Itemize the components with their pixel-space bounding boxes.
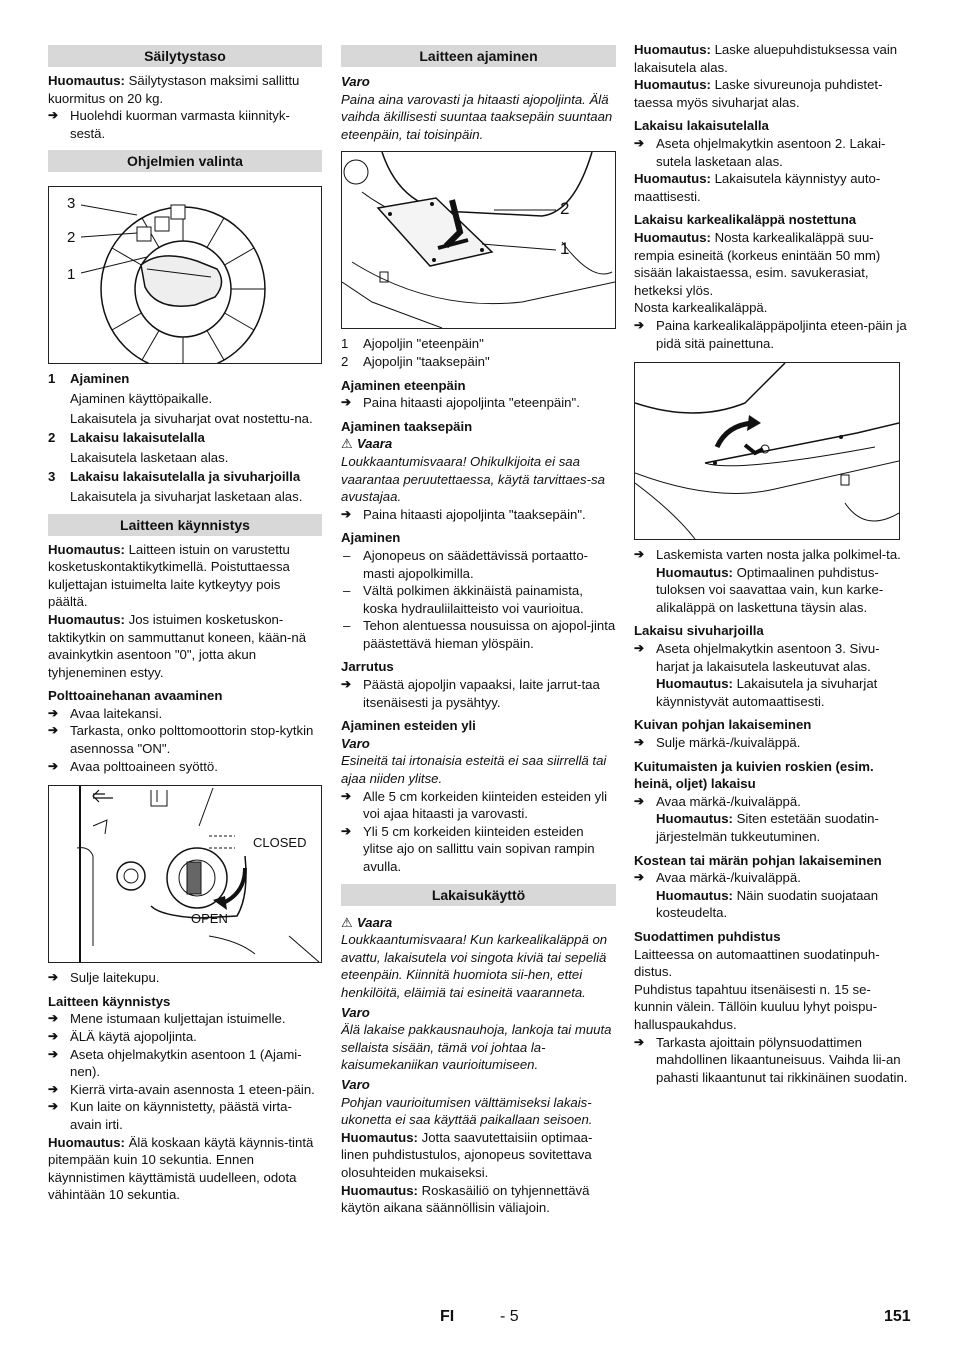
section-heading-sweeping: Lakaisukäyttö (341, 884, 616, 906)
warning-triangle-icon: ⚠ (341, 914, 353, 930)
caution-label: Varo (341, 735, 370, 751)
section-heading-program-selection: Ohjelmien valinta (48, 150, 322, 172)
note: Huomautus: Lakaisutela käynnistyy auto-maattisesti. (634, 171, 881, 204)
column-2 (341, 44, 616, 1217)
note: Huomautus: Laske aluepuhdistuksessa vain lakaisutela alas. (634, 42, 898, 75)
subheading: Polttoainehanan avaaminen (48, 688, 223, 704)
step: ➔ Mene istumaan kuljettajan istuimelle. (48, 1010, 322, 1028)
note: Huomautus: Jotta saavutettaisiin optimaa-linen puhdistustulos, ajonopeus sovitettava olosuhteiden mukaiseksi. (341, 1129, 593, 1180)
figure-label: 3 (67, 195, 76, 213)
caution-text: Älä lakaise pakkausnauhoja, lankoja tai muuta sellaista sisään, tämä voi johtaa la-kaisumekaniikan vaurioitumiseen. (341, 1022, 612, 1073)
section-heading-storage: Säilytystaso (48, 45, 322, 67)
dash-item: – Tehon alentuessa nousuissa on ajopol-jinta päästettävä hieman ylöspäin. (341, 617, 616, 652)
flap-pedal-illustration (635, 363, 899, 539)
step: ➔ Huolehdi kuorman varmasta kiinnityk-sestä. (48, 107, 322, 142)
program-item: 1 Ajaminen (48, 371, 130, 387)
step: ➔ Paina hitaasti ajopoljinta "eteenpäin". (341, 394, 616, 412)
caption-item: 2 Ajopoljin "taaksepäin" (341, 353, 490, 369)
step: ➔ Paina karkealikaläppäpoljinta eteen-päin ja pidä sitä painettuna. (634, 317, 908, 352)
section-heading-driving: Laitteen ajaminen (341, 45, 616, 67)
step: ➔ Yli 5 cm korkeiden kiinteiden esteiden ylitse ajo on sallittu vain sopivan rampin avulla. (341, 823, 616, 876)
step: ➔ Kierrä virta-avain asennosta 1 eteen-päin. (48, 1081, 322, 1099)
note: Huomautus: Optimaalinen puhdistus-tuloksen voi saavattaa vain, kun karke-alikaläppä on laskettuna täysin alas. (656, 564, 884, 615)
step: ➔ Aseta ohjelmakytkin asentoon 1 (Ajami-nen). (48, 1046, 322, 1081)
note: Huomautus: Älä koskaan käytä käynnis-tintä pitempään kuin 10 sekuntia. Ennen käynnistimen käyttämistä uudelleen, odota vähintään 10 sekuntia. (48, 1134, 314, 1203)
flap-pedal-figure (634, 362, 900, 540)
step: ➔ Päästä ajopoljin vapaaksi, laite jarrut-taa itsenäisesti ja pysähtyy. (341, 676, 616, 711)
page-number: 151 (884, 1308, 911, 1325)
section-heading-start: Laitteen käynnistys (48, 514, 322, 536)
caution-label: Varo (341, 74, 370, 89)
note: Huomautus: Siten estetään suodatin-järjestelmän tukkeutuminen. (656, 811, 879, 844)
step: ➔ Avaa laitekansi. (48, 705, 322, 723)
figure-label: 1 (67, 266, 76, 284)
program-switch-illustration (49, 187, 321, 363)
note: Huomautus: Laske sivureunoja puhdistet-taessa myös sivuharjat alas. (634, 77, 883, 110)
subheading: Kuitumaisten ja kuivien roskien (esim. heinä, oljet) lakaisu (634, 758, 874, 792)
step: ➔ ÄLÄ käytä ajopoljinta. (48, 1028, 322, 1046)
step: ➔ Sulje märkä-/kuivaläppä. (634, 734, 908, 752)
caption-item: 1 Ajopoljin "eteenpäin" (341, 336, 484, 352)
caution-text: Esineitä tai irtonaisia esteitä ei saa siirrellä tai ajaa niiden ylitse. (341, 753, 607, 787)
program-desc: Lakaisutela lasketaan alas. (70, 449, 229, 465)
section-page-number (500, 1308, 519, 1326)
fuel-valve-figure (48, 785, 322, 963)
caution-text: Pohjan vaurioitumisen välttämiseksi lakais-ukonetta ei saa käyttää paikallaan seisoen. (341, 1094, 593, 1128)
text: Nosta karkealikaläppä. (634, 300, 768, 316)
figure-label: 1 (560, 239, 570, 259)
open-label: OPEN (191, 911, 228, 927)
dash-item: – Ajonopeus on säädettävissä portaatto-masti ajopolkimilla. (341, 547, 616, 582)
column-3 (634, 41, 908, 1086)
subheading: Lakaisu karkealikaläppä nostettuna (634, 212, 857, 228)
language-code: FI (440, 1308, 455, 1325)
pedal-figure (341, 151, 616, 329)
step: ➔ Tarkasta ajoittain pölynsuodattimen mahdollinen likaantuneisuus. Vaihda lii-an pahasti likaantunut tai rikkinäinen suodatin. (634, 1034, 908, 1087)
danger-label: ⚠ Vaara (341, 914, 393, 930)
subheading: Ajaminen esteiden yli (341, 718, 476, 734)
note: Huomautus: Lakaisutela ja sivuharjat käynnistyvät automaattisesti. (656, 676, 878, 709)
subheading: Kostean tai märän pohjan lakaiseminen (634, 852, 882, 868)
subheading: Suodattimen puhdistus (634, 928, 781, 944)
danger-text: Loukkaantumisvaara! Ohikulkijoita ei saa vaarantaa peruutettaessa, käytä tarvittaes-sa avustajaa. (341, 453, 605, 505)
text: Laitteessa on automaattinen suodatinpuh-distus. (634, 946, 880, 980)
step: ➔ Sulje laitekupu. (48, 969, 322, 987)
subheading: Lakaisu lakaisutelalla (634, 118, 769, 134)
step: ➔ Avaa märkä-/kuivaläppä. (634, 869, 908, 887)
caution-text: Paina aina varovasti ja hitaasti ajopoljinta. Älä vaihda äkillisesti suuntaa taaksepäin suuntaan eteenpäin, tai toisinpäin. (341, 91, 613, 142)
subheading: Ajaminen taaksepäin (341, 418, 473, 434)
subheading: Ajaminen eteenpäin (341, 377, 466, 393)
dash-item: – Vältä polkimen äkkinäistä painamista, koska hydrauliilaitteisto voi vaurioitua. (341, 582, 616, 617)
step: ➔ Aseta ohjelmakytkin asentoon 3. Sivu-harjat ja lakaisutela laskeutuvat alas. (634, 640, 908, 675)
subheading: Jarrutus (341, 659, 394, 675)
step: ➔ Aseta ohjelmakytkin asentoon 2. Lakai-sutela lasketaan alas. (634, 135, 908, 170)
program-desc: Ajaminen käyttöpaikalle. (70, 390, 213, 406)
program-desc: Lakaisutela ja sivuharjat lasketaan alas. (70, 488, 303, 504)
note: Huomautus: Säilytystason maksimi sallittu kuormitus on 20 kg. (48, 73, 300, 106)
fuel-valve-illustration (49, 786, 321, 962)
note: Huomautus: Laitteen istuin on varustettu kosketuskontaktikytkimellä. Poistuttaessa kuljettajan istuimelta laite kytkeytyy pois päältä. (48, 541, 290, 610)
subheading: Laitteen käynnistys (48, 993, 171, 1009)
page-footer (0, 1308, 954, 1330)
program-item: 2 Lakaisu lakaisutelalla (48, 430, 205, 446)
text: Puhdistus tapahtuu itsenäisesti n. 15 se-kunnin välein. Tällöin kuuluu lyhyt poispu-halluspaukahdus. (634, 981, 878, 1032)
program-desc: Lakaisutela ja sivuharjat ovat nostettu-na. (70, 410, 313, 426)
column-1 (48, 44, 322, 1204)
caution-label: Varo (341, 1076, 370, 1092)
note: Huomautus: Nosta karkealikaläppä suu-rempia esineitä (korkeus enintään 50 mm) sisään lakaistaessa, esim. savukerasiat, hetkeksi ylös. (634, 229, 881, 298)
caution-label: Varo (341, 1004, 370, 1020)
figure-label: 2 (560, 199, 570, 219)
note: Huomautus: Jos istuimen kosketuskon-taktikytkin on sammuttanut koneen, kään-nä avainkytkin asentoon "0", jotta akun tyhjeneminen estyy. (48, 611, 307, 680)
closed-label: CLOSED (253, 835, 307, 851)
note: Huomautus: Roskasäiliö on tyhjennettävä käytön aikana säännöllisin väliajoin. (341, 1182, 590, 1216)
danger-text: Loukkaantumisvaara! Kun karkealikaläppä on avattu, lakaisutela voi singota kiviä tai sepeliä eteenpäin. Kiinnitä huomiota sii-hen, ettei henkilöitä, eläimiä tai esineitä vaaranneta. (341, 932, 608, 1000)
step: ➔ Kun laite on käynnistetty, päästä virta-avain irti. (48, 1098, 322, 1133)
section-page-number-text: - 5 (500, 1308, 519, 1325)
step: ➔ Avaa polttoaineen syöttö. (48, 758, 322, 776)
figure-label: 2 (67, 229, 76, 247)
subheading: Kuivan pohjan lakaiseminen (634, 717, 812, 733)
step: ➔ Paina hitaasti ajopoljinta "taaksepäin". (341, 506, 616, 524)
program-switch-figure (48, 186, 322, 364)
step: ➔ Laskemista varten nosta jalka polkimel-ta. (634, 546, 908, 564)
step: ➔ Tarkasta, onko polttomoottorin stop-kytkin asennossa "ON". (48, 722, 322, 757)
step: ➔ Alle 5 cm korkeiden kiinteiden esteiden yli voi ajaa hitaasti ja varovasti. (341, 788, 616, 823)
pedal-illustration (342, 152, 615, 328)
step: ➔ Avaa märkä-/kuivaläppä. (634, 793, 908, 811)
program-item: 3 Lakaisu lakaisutelalla ja sivuharjoilla (48, 469, 301, 485)
danger-label: ⚠ Vaara (341, 436, 393, 452)
warning-triangle-icon: ⚠ (341, 436, 353, 452)
subheading: Lakaisu sivuharjoilla (634, 623, 764, 639)
subheading: Ajaminen (341, 530, 401, 546)
note: Huomautus: Näin suodatin suojataan kosteudelta. (656, 887, 879, 921)
